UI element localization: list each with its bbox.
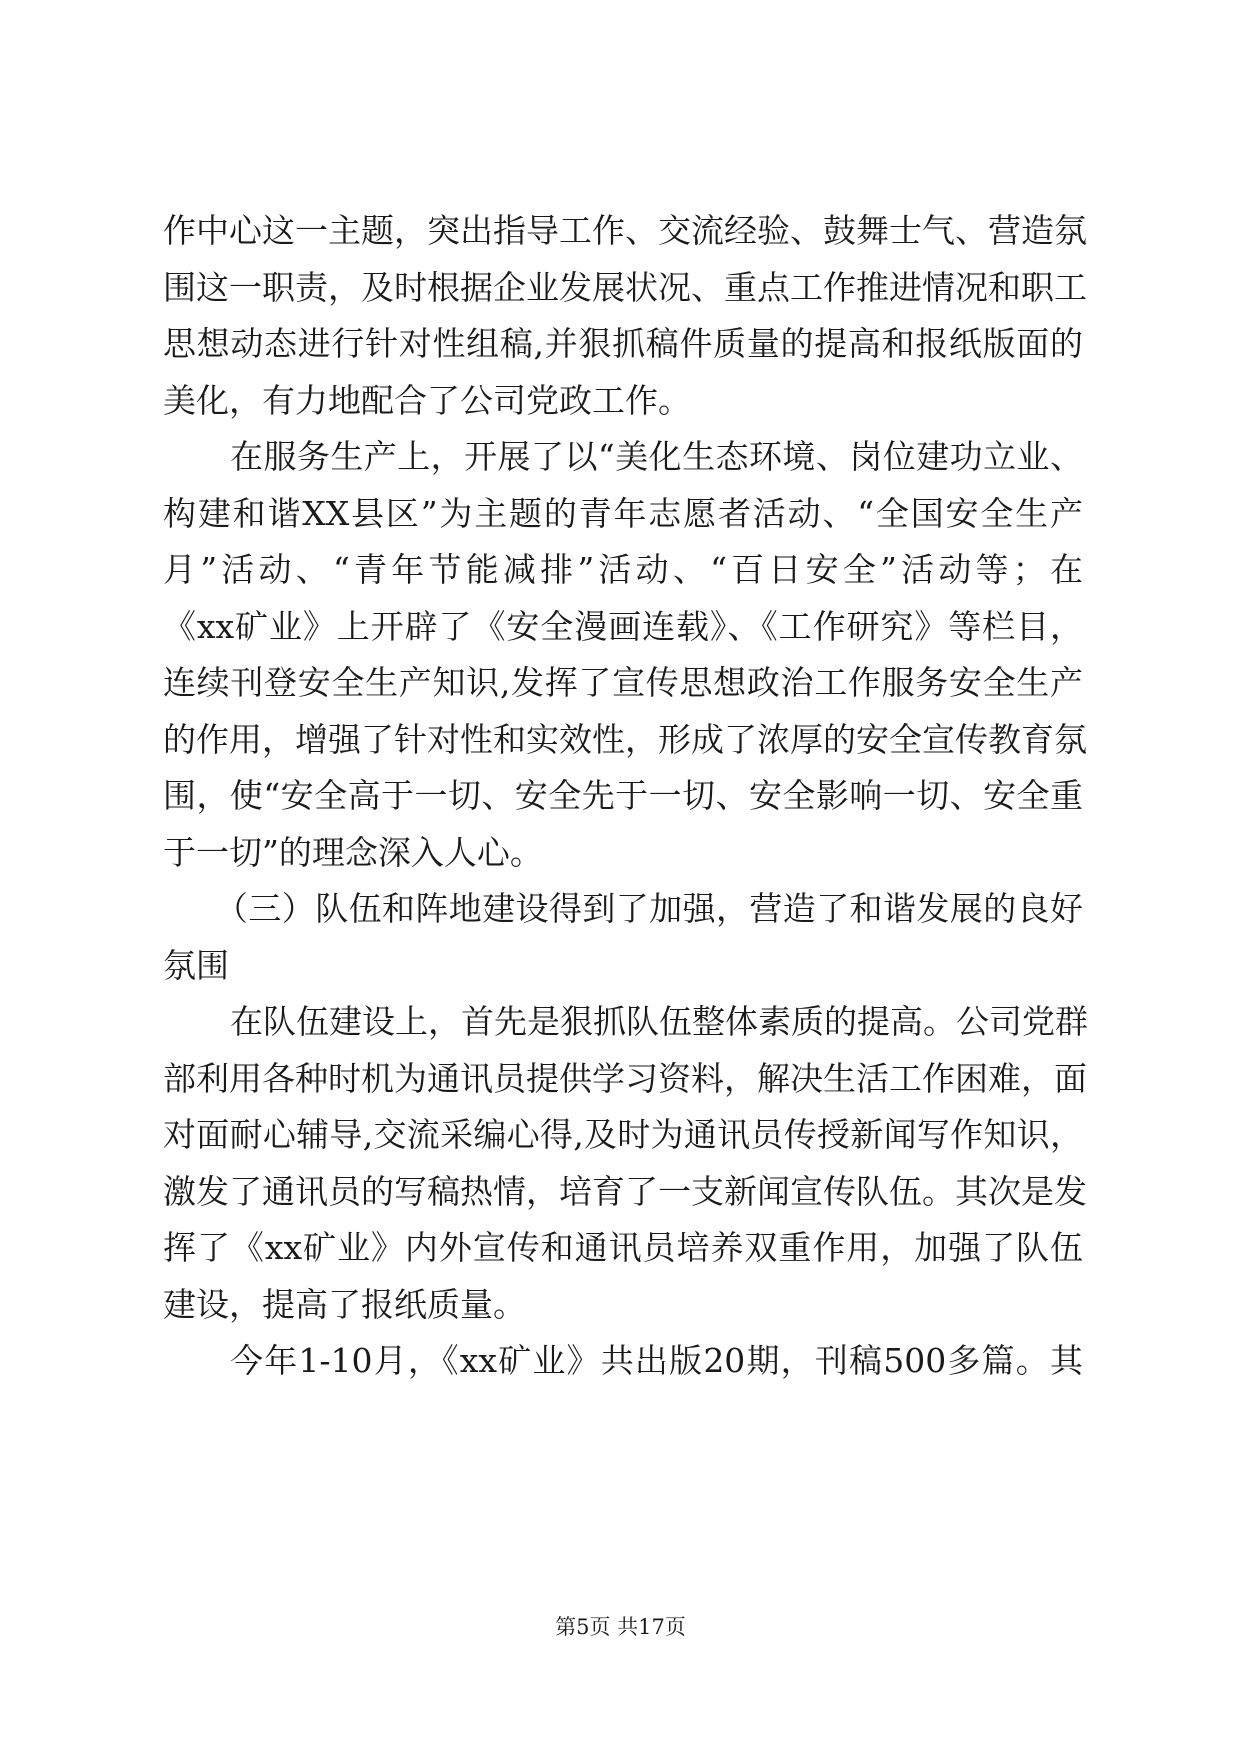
text-line: 美化，有力地配合了公司党政工作。 — [163, 381, 691, 420]
text-line: 《xx矿业》上开辟了《安全漫画连载》、《工作研究》等栏目， — [163, 607, 1083, 646]
text-line: 作中心这一主题，突出指导工作、交流经验、鼓舞士气、营造氛 — [163, 211, 1087, 250]
text-line: 在服务生产上，开展了以“美化生态环境、岗位建功立业、 — [230, 437, 1083, 476]
page-number-footer: 第5页 共17页 — [555, 1615, 686, 1639]
text-line: 对面耐心辅导,交流采编心得,及时为通讯员传授新闻写作知识， — [163, 1115, 1083, 1154]
text-line: （三）队伍和阵地建设得到了加强，营造了和谐发展的良好 — [215, 889, 1083, 928]
text-line: 氛围 — [163, 946, 229, 985]
text-line: 月”活动、“青年节能减排”活动、“百日安全”活动等；在 — [163, 550, 1083, 589]
text-line: 的作用，增强了针对性和实效性，形成了浓厚的安全宣传教育氛 — [163, 720, 1087, 759]
text-line: 连续刊登安全生产知识,发挥了宣传思想政治工作服务安全生产 — [163, 663, 1083, 702]
text-line: 思想动态进行针对性组稿,并狠抓稿件质量的提高和报纸版面的 — [163, 324, 1083, 363]
text-line: 挥了《xx矿业》内外宣传和通讯员培养双重作用，加强了队伍 — [163, 1228, 1083, 1267]
text-line: 在队伍建设上，首先是狠抓队伍整体素质的提高。公司党群 — [230, 1002, 1088, 1041]
text-line: 部利用各种时机为通讯员提供学习资料，解决生活工作困难，面 — [163, 1059, 1087, 1098]
text-line: 围，使“安全高于一切、安全先于一切、安全影响一切、安全重 — [163, 776, 1083, 815]
text-line: 今年1-10月，《xx矿业》共出版20期，刊稿500多篇。其 — [230, 1341, 1083, 1380]
text-line: 构建和谐XX县区”为主题的青年志愿者活动、“全国安全生产 — [163, 494, 1083, 533]
text-line: 激发了通讯员的写稿热情，培育了一支新闻宣传队伍。其次是发 — [163, 1172, 1087, 1211]
text-line: 围这一职责，及时根据企业发展状况、重点工作推进情况和职工 — [163, 268, 1087, 307]
text-line: 建设，提高了报纸质量。 — [163, 1285, 526, 1324]
text-line: 于一切”的理念深入人心。 — [163, 833, 543, 872]
